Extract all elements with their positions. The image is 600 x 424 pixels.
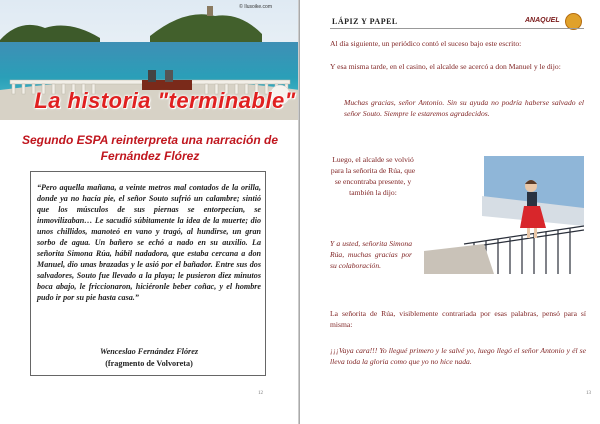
paragraph-4: La señorita de Rúa, visiblemente contrariada por esas palabras, pensó para sí misma: — [330, 309, 586, 329]
right-page — [300, 0, 600, 424]
article-subtitle: Segundo ESPA reinterpreta una narración de Fernández Flórez — [21, 133, 279, 163]
paragraph-1: Al día siguiente, un periódico contó el suceso bajo este escrito: — [330, 39, 522, 48]
logo-text: ANAQUEL — [525, 17, 560, 24]
paragraph-2: Y esa misma tarde, en el casino, el alcalde se acercó a don Manuel y le dijo: — [330, 62, 561, 71]
mayor-quote-1: Muchas gracias, señor Antonio. Sin su ayuda no podría haberse salvado el señor Souto. Siempre le estaremos agradecidos. — [344, 98, 584, 118]
thought-quote: ¡¡¡Vaya cara!!! Yo llegué primero y le salvé yo, luego llegó el señor Antonio y él se lleva toda la gloria como que yo no hice nada. — [330, 346, 586, 366]
mayor-quote-2: Y a usted, señorita Simona Rúa, muchas gracias por su colaboración. — [330, 239, 412, 270]
author-source: (fragmento de Volvoreta) — [105, 359, 193, 368]
paragraph-3: Luego, el alcalde se volvió para la señorita de Rúa, que se encontraba presente, y también la dijo: — [330, 155, 416, 197]
quote-attribution — [31, 346, 267, 370]
header-rule — [330, 28, 584, 29]
page-number-left: 12 — [258, 391, 263, 396]
photo-credit: © Ilusoike.com — [239, 4, 272, 10]
article-title: La historia "terminable" — [34, 88, 296, 113]
section-header: LÁPIZ Y PAPEL — [332, 17, 398, 26]
quote-box — [30, 171, 266, 376]
woman-on-balcony-illustration — [424, 156, 584, 274]
quote-text: “Pero aquella mañana, a veinte metros mal contados de la orilla, donde ya no hacía pie, el señor Souto sufrió un calambre; sintió que los músculos de sus piernas se entorpecían, se inmovilizaban… Le sacudió súbitamente la idea de la muerte; dio unos chillidos, manoteó en vano y tragó, al hundirse, un gran sorbo de agua. Un bañero se echó a nado en su auxilio. La señorita Simona Rúa, hábil nadadora, que estaba cercana a don Manuel, dio unas brazadas y le asió por el bañador. Entre sus dos salvadores, Souto fue llevado a la playa; le pusieron diez minutos boca abajo, le friccionaron, hiciéronle beber coñac, y el hombre pudo ir por su pie hasta casa.” — [37, 183, 261, 302]
author-name: Wenceslao Fernández Flórez — [99, 347, 199, 356]
page-number-right: 13 — [586, 391, 591, 396]
